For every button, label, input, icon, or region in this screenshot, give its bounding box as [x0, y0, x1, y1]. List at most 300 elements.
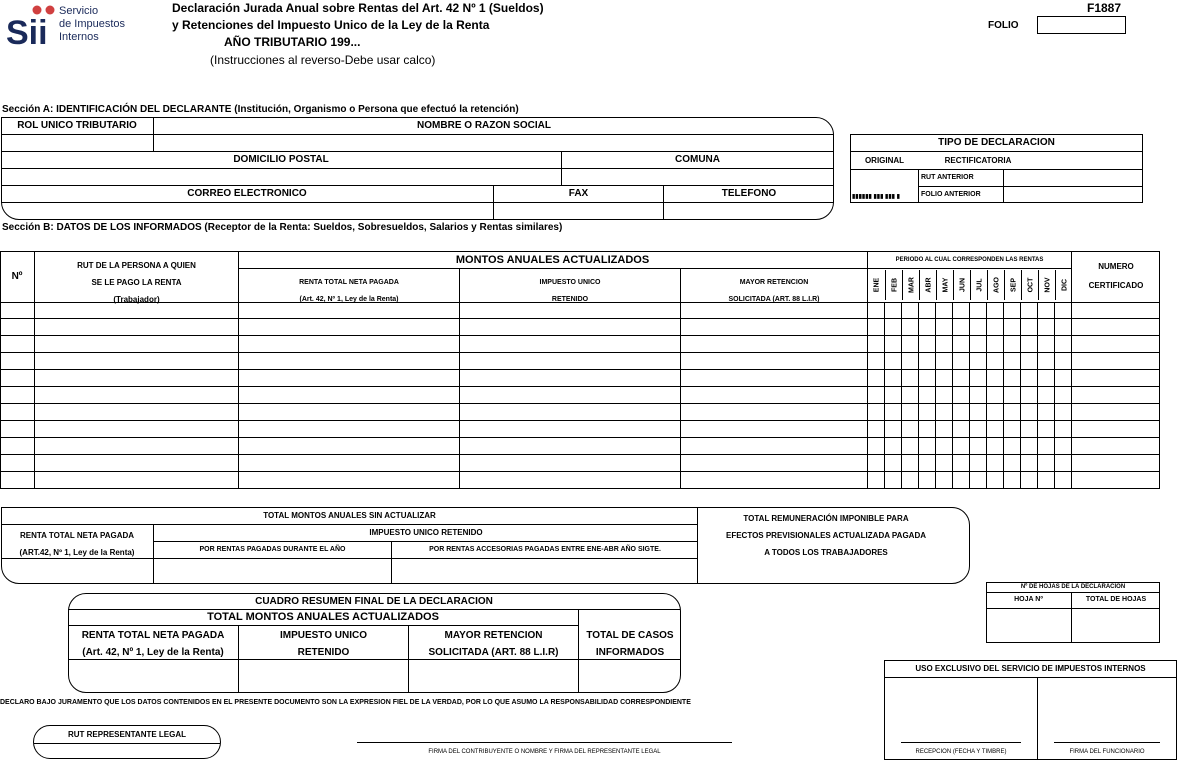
table-cell[interactable]: [935, 438, 952, 455]
table-cell[interactable]: [0, 370, 34, 387]
uso-exclusivo-title: USO EXCLUSIVO DEL SERVICIO DE IMPUESTOS INTERNOS: [915, 664, 1146, 674]
table-cell[interactable]: [935, 404, 952, 421]
rut-representante-label: RUT REPRESENTANTE LEGAL: [67, 730, 187, 740]
table-cell[interactable]: [1054, 438, 1071, 455]
month-header-dic: [1055, 270, 1073, 300]
month-label: NOV: [1044, 277, 1051, 293]
totales-remun-header: [698, 510, 954, 561]
table-cell[interactable]: [952, 472, 969, 489]
table-cell[interactable]: [935, 387, 952, 404]
month-header-ene: [868, 270, 885, 300]
resumen-mayor-header: [409, 627, 578, 661]
table-cell[interactable]: [1003, 455, 1020, 472]
table-cell[interactable]: [1071, 438, 1160, 455]
table-cell[interactable]: [901, 319, 918, 336]
table-cell[interactable]: [1020, 438, 1037, 455]
table-cell[interactable]: [918, 404, 935, 421]
table-cell[interactable]: [1020, 387, 1037, 404]
table-row[interactable]: [0, 387, 1160, 404]
col-impuesto-line-1: IMPUESTO UNICO: [539, 279, 601, 286]
month-label: FEB: [891, 278, 898, 292]
table-cell[interactable]: [34, 472, 238, 489]
table-cell[interactable]: [0, 353, 34, 370]
table-cell[interactable]: [952, 455, 969, 472]
table-cell[interactable]: [969, 438, 986, 455]
table-cell[interactable]: [0, 319, 34, 336]
table-cell[interactable]: [935, 370, 952, 387]
resumen-casos-line-2: INFORMADOS: [595, 647, 665, 658]
table-cell[interactable]: [952, 404, 969, 421]
table-cell[interactable]: [459, 438, 680, 455]
table-cell[interactable]: [952, 336, 969, 353]
table-cell[interactable]: [986, 302, 1003, 319]
table-row[interactable]: [0, 455, 1160, 472]
table-cell[interactable]: [0, 438, 34, 455]
table-cell[interactable]: [884, 319, 901, 336]
table-cell[interactable]: [459, 353, 680, 370]
resumen-casos-field[interactable]: [580, 661, 676, 689]
table-cell[interactable]: [459, 455, 680, 472]
table-row[interactable]: [0, 421, 1160, 438]
month-label: ENE: [873, 277, 880, 293]
folio-anterior-label: FOLIO ANTERIOR: [921, 191, 981, 198]
table-cell[interactable]: [680, 421, 867, 438]
rut-anterior-field[interactable]: [1004, 170, 1142, 185]
table-cell[interactable]: [952, 370, 969, 387]
month-label: ABR: [925, 277, 932, 293]
table-cell[interactable]: [238, 472, 459, 489]
month-label: AGO: [993, 277, 1000, 293]
table-row[interactable]: [0, 319, 1160, 336]
resumen-impuesto-line-1: IMPUESTO UNICO: [279, 630, 368, 641]
table-cell[interactable]: [1003, 421, 1020, 438]
table-cell[interactable]: [969, 319, 986, 336]
table-cell[interactable]: [884, 421, 901, 438]
table-cell[interactable]: [901, 472, 918, 489]
table-cell[interactable]: [1037, 319, 1054, 336]
table-cell[interactable]: [901, 421, 918, 438]
table-cell[interactable]: [1003, 404, 1020, 421]
table-cell[interactable]: [935, 455, 952, 472]
table-row[interactable]: [0, 370, 1160, 387]
month-header-jul: [970, 270, 988, 300]
hoja-n-field[interactable]: [987, 609, 1070, 642]
table-cell[interactable]: [1003, 472, 1020, 489]
table-cell[interactable]: [901, 438, 918, 455]
table-cell[interactable]: [867, 336, 884, 353]
table-cell[interactable]: [884, 370, 901, 387]
month-header-jun: [953, 270, 971, 300]
sii-logo-mark: [6, 4, 58, 46]
table-row[interactable]: [0, 404, 1160, 421]
table-cell[interactable]: [918, 421, 935, 438]
table-cell[interactable]: [935, 353, 952, 370]
totales-remun-line-2: EFECTOS PREVISIONALES ACTUALIZADA PAGADA: [725, 531, 926, 540]
table-cell[interactable]: [986, 472, 1003, 489]
table-cell[interactable]: [34, 302, 238, 319]
table-cell[interactable]: [34, 421, 238, 438]
domicilio-field[interactable]: [2, 169, 560, 184]
totales-renta-line-1: RENTA TOTAL NETA PAGADA: [19, 531, 135, 540]
table-cell[interactable]: [459, 336, 680, 353]
table-cell[interactable]: [0, 336, 34, 353]
table-cell[interactable]: [1054, 302, 1071, 319]
table-cell[interactable]: [884, 336, 901, 353]
table-cell[interactable]: [867, 472, 884, 489]
table-cell[interactable]: [1037, 438, 1054, 455]
table-cell[interactable]: [34, 438, 238, 455]
table-cell[interactable]: [884, 387, 901, 404]
month-header-sep: [1004, 270, 1022, 300]
table-cell[interactable]: [918, 336, 935, 353]
table-cell[interactable]: [1054, 353, 1071, 370]
table-cell[interactable]: [34, 455, 238, 472]
col-numero-line-1: NUMERO: [1098, 262, 1134, 271]
table-cell[interactable]: [459, 387, 680, 404]
table-cell[interactable]: [1071, 370, 1160, 387]
table-cell[interactable]: [901, 387, 918, 404]
table-cell[interactable]: [952, 438, 969, 455]
table-cell[interactable]: [238, 370, 459, 387]
table-cell[interactable]: [34, 404, 238, 421]
resumen-casos-header: [579, 627, 681, 661]
month-header-mar: [902, 270, 920, 300]
periodo-title: PERIODO AL CUAL CORRESPONDEN LAS RENTAS: [895, 256, 1044, 263]
month-header-feb: [885, 270, 903, 300]
table-cell[interactable]: [34, 387, 238, 404]
table-cell[interactable]: [901, 353, 918, 370]
resumen-renta-line-1: RENTA TOTAL NETA PAGADA: [81, 630, 225, 641]
table-cell[interactable]: [969, 472, 986, 489]
table-cell[interactable]: [884, 455, 901, 472]
table-cell[interactable]: [680, 370, 867, 387]
table-row[interactable]: [0, 438, 1160, 455]
table-cell[interactable]: [680, 336, 867, 353]
col-impuesto-line-2: RETENIDO: [551, 296, 589, 303]
table-row[interactable]: [0, 353, 1160, 370]
table-cell[interactable]: [238, 336, 459, 353]
table-cell[interactable]: [34, 370, 238, 387]
comuna-field[interactable]: [563, 169, 832, 184]
table-cell[interactable]: [986, 387, 1003, 404]
table-cell[interactable]: [680, 353, 867, 370]
firma-funcionario-label: FIRMA DEL FUNCIONARIO: [1069, 748, 1145, 755]
cuadro-resumen-title: CUADRO RESUMEN FINAL DE LA DECLARACION: [255, 595, 493, 607]
table-cell[interactable]: [918, 370, 935, 387]
logo-line-1: Servicio: [59, 5, 99, 17]
correo-field[interactable]: [2, 203, 492, 218]
table-cell[interactable]: [901, 404, 918, 421]
table-cell[interactable]: [918, 438, 935, 455]
table-cell[interactable]: [969, 404, 986, 421]
table-cell[interactable]: [1071, 353, 1160, 370]
resumen-mayor-field[interactable]: [410, 661, 576, 691]
table-cell[interactable]: [901, 370, 918, 387]
table-cell[interactable]: [34, 336, 238, 353]
table-cell[interactable]: [680, 319, 867, 336]
table-cell[interactable]: [969, 336, 986, 353]
table-row[interactable]: [0, 336, 1160, 353]
table-cell[interactable]: [1037, 387, 1054, 404]
table-cell[interactable]: [34, 353, 238, 370]
table-cell[interactable]: [1003, 336, 1020, 353]
table-cell[interactable]: [1020, 319, 1037, 336]
original-label: ORIGINAL: [864, 155, 905, 165]
folio-field[interactable]: [1037, 16, 1126, 34]
table-cell[interactable]: [0, 421, 34, 438]
table-cell[interactable]: [459, 370, 680, 387]
table-cell[interactable]: [1054, 421, 1071, 438]
table-cell[interactable]: [1071, 472, 1160, 489]
table-cell[interactable]: [1054, 455, 1071, 472]
sii-logo: [6, 4, 136, 48]
table-cell[interactable]: [884, 353, 901, 370]
month-label: JUN: [959, 277, 966, 293]
logo-mark-text: Sii: [6, 14, 48, 46]
table-cell[interactable]: [918, 353, 935, 370]
folio-anterior-field[interactable]: [1004, 187, 1142, 202]
totales-renta-line-2: (ART.42, Nº 1, Ley de la Renta): [19, 548, 135, 557]
table-cell[interactable]: [969, 302, 986, 319]
table-cell[interactable]: [1071, 404, 1160, 421]
table-cell[interactable]: [0, 404, 34, 421]
table-cell[interactable]: [238, 455, 459, 472]
table-cell[interactable]: [0, 472, 34, 489]
table-cell[interactable]: [935, 319, 952, 336]
col-rut-line-1: RUT DE LA PERSONA A QUIEN: [77, 261, 196, 270]
table-cell[interactable]: [1037, 472, 1054, 489]
totales-renta-header: [1, 527, 153, 561]
rut-label: ROL UNICO TRIBUTARIO: [17, 120, 137, 132]
totales-renta-field[interactable]: [2, 559, 152, 581]
table-cell[interactable]: [884, 438, 901, 455]
table-cell[interactable]: [680, 455, 867, 472]
firma-line: [357, 742, 732, 743]
month-label: OCT: [1027, 277, 1034, 293]
table-cell[interactable]: [867, 455, 884, 472]
table-cell[interactable]: [1071, 302, 1160, 319]
table-cell[interactable]: [935, 336, 952, 353]
table-cell[interactable]: [867, 370, 884, 387]
fax-field[interactable]: [495, 203, 662, 218]
table-cell[interactable]: [1054, 336, 1071, 353]
table-cell[interactable]: [1071, 336, 1160, 353]
table-cell[interactable]: [884, 302, 901, 319]
table-cell[interactable]: [952, 353, 969, 370]
table-cell[interactable]: [1003, 438, 1020, 455]
table-cell[interactable]: [935, 472, 952, 489]
table-cell[interactable]: [1020, 404, 1037, 421]
table-cell[interactable]: [952, 319, 969, 336]
hoja-n-label: HOJA Nº: [1014, 596, 1043, 604]
table-cell[interactable]: [1037, 353, 1054, 370]
form-title-line-2: y Retenciones del Impuesto Unico de la Ley de la Renta: [172, 18, 490, 32]
folio-label: FOLIO: [988, 20, 1019, 31]
table-cell[interactable]: [1054, 472, 1071, 489]
table-cell[interactable]: [459, 404, 680, 421]
form-instructions: (Instrucciones al reverso-Debe usar calco): [210, 53, 436, 67]
table-cell[interactable]: [867, 353, 884, 370]
resumen-renta-field[interactable]: [72, 661, 236, 689]
totales-impuesto-anio-field[interactable]: [155, 559, 390, 581]
table-cell[interactable]: [1054, 404, 1071, 421]
table-cell[interactable]: [867, 387, 884, 404]
totales-por-rentas-accesorias: POR RENTAS ACCESORIAS PAGADAS ENTRE ENE-ABR AÑO SIGTE.: [429, 545, 661, 553]
table-cell[interactable]: [680, 404, 867, 421]
table-row[interactable]: [0, 472, 1160, 489]
total-hojas-field[interactable]: [1072, 609, 1159, 642]
table-cell[interactable]: [1003, 319, 1020, 336]
recepcion-label: RECEPCION (FECHA Y TIMBRE): [915, 748, 1007, 755]
resumen-impuesto-field[interactable]: [240, 661, 406, 691]
table-cell[interactable]: [986, 438, 1003, 455]
table-cell[interactable]: [901, 302, 918, 319]
total-hojas-label: TOTAL DE HOJAS: [1085, 596, 1147, 604]
table-cell[interactable]: [986, 353, 1003, 370]
table-cell[interactable]: [986, 319, 1003, 336]
table-cell[interactable]: [986, 404, 1003, 421]
table-row[interactable]: [0, 302, 1160, 319]
table-cell[interactable]: [0, 455, 34, 472]
correo-label: CORREO ELECTRONICO: [187, 188, 307, 200]
table-cell[interactable]: [969, 455, 986, 472]
table-cell[interactable]: [1020, 472, 1037, 489]
table-cell[interactable]: [238, 438, 459, 455]
table-cell[interactable]: [867, 319, 884, 336]
totales-por-rentas-anio: POR RENTAS PAGADAS DURANTE EL AÑO: [199, 545, 346, 553]
table-cell[interactable]: [918, 472, 935, 489]
rectificatoria-label: RECTIFICATORIA: [944, 155, 1012, 165]
table-cell[interactable]: [969, 370, 986, 387]
totales-impuesto-title: IMPUESTO UNICO RETENIDO: [369, 528, 483, 538]
table-cell[interactable]: [1071, 421, 1160, 438]
table-cell[interactable]: [238, 404, 459, 421]
nombre-field[interactable]: [155, 135, 831, 150]
table-cell[interactable]: [901, 455, 918, 472]
table-cell[interactable]: [1020, 353, 1037, 370]
table-cell[interactable]: [1020, 302, 1037, 319]
table-cell[interactable]: [1020, 336, 1037, 353]
table-cell[interactable]: [901, 336, 918, 353]
table-cell[interactable]: [1071, 387, 1160, 404]
table-cell[interactable]: [238, 302, 459, 319]
table-cell[interactable]: [935, 302, 952, 319]
table-cell[interactable]: [1020, 421, 1037, 438]
month-label: SEP: [1010, 277, 1017, 293]
totales-remun-line-1: TOTAL REMUNERACIÓN IMPONIBLE PARA: [743, 514, 909, 523]
table-cell[interactable]: [1003, 370, 1020, 387]
logo-line-3: Internos: [59, 31, 99, 43]
firma-contribuyente-label: FIRMA DEL CONTRIBUYENTE O NOMBRE Y FIRMA DEL REPRESENTANTE LEGAL: [428, 748, 661, 755]
resumen-mayor-line-2: SOLICITADA (ART. 88 L.I.R): [428, 647, 559, 658]
resumen-casos-line-1: TOTAL DE CASOS: [586, 630, 674, 641]
table-cell[interactable]: [867, 421, 884, 438]
table-cell[interactable]: [986, 370, 1003, 387]
resumen-renta-line-2: (Art. 42, Nº 1, Ley de la Renta): [82, 647, 224, 658]
table-cell[interactable]: [1037, 421, 1054, 438]
table-cell[interactable]: [680, 438, 867, 455]
table-cell[interactable]: [1037, 336, 1054, 353]
months-header: [868, 270, 1072, 302]
table-cell[interactable]: [1054, 370, 1071, 387]
table-cell[interactable]: [884, 472, 901, 489]
table-cell[interactable]: [1071, 319, 1160, 336]
table-cell[interactable]: [867, 438, 884, 455]
table-cell[interactable]: [952, 421, 969, 438]
table-cell[interactable]: [969, 353, 986, 370]
table-cell[interactable]: [238, 387, 459, 404]
table-cell[interactable]: [0, 387, 34, 404]
table-cell[interactable]: [918, 319, 935, 336]
table-cell[interactable]: [867, 302, 884, 319]
table-cell[interactable]: [1037, 370, 1054, 387]
table-cell[interactable]: [0, 302, 34, 319]
table-cell[interactable]: [680, 472, 867, 489]
form-title-line-3: AÑO TRIBUTARIO 199...: [224, 35, 361, 49]
table-cell[interactable]: [918, 387, 935, 404]
section-b-title: Sección B: DATOS DE LOS INFORMADOS (Receptor de la Renta: Sueldos, Sobresueldos, Salarios y Rentas similares): [2, 222, 563, 233]
table-cell[interactable]: [1054, 319, 1071, 336]
totales-remun-line-3: A TODOS LOS TRABAJADORES: [764, 548, 888, 557]
table-cell[interactable]: [935, 421, 952, 438]
table-cell[interactable]: [986, 336, 1003, 353]
table-cell[interactable]: [969, 387, 986, 404]
table-cell[interactable]: [969, 421, 986, 438]
table-cell[interactable]: [918, 455, 935, 472]
table-cell[interactable]: [1020, 455, 1037, 472]
table-cell[interactable]: [680, 302, 867, 319]
table-cell[interactable]: [986, 455, 1003, 472]
table-cell[interactable]: [952, 387, 969, 404]
table-cell[interactable]: [1037, 455, 1054, 472]
table-cell[interactable]: [680, 387, 867, 404]
totales-remun-field[interactable]: [699, 559, 949, 581]
table-cell[interactable]: [34, 319, 238, 336]
totales-title: TOTAL MONTOS ANUALES SIN ACTUALIZAR: [263, 511, 436, 521]
table-cell[interactable]: [1071, 455, 1160, 472]
form-code: F1887: [1087, 1, 1122, 15]
table-cell[interactable]: [1037, 302, 1054, 319]
table-cell[interactable]: [1003, 387, 1020, 404]
table-cell[interactable]: [459, 302, 680, 319]
col-mayor-line-1: MAYOR RETENCION: [739, 279, 809, 286]
table-cell[interactable]: [459, 319, 680, 336]
table-cell[interactable]: [459, 472, 680, 489]
telefono-field[interactable]: [665, 203, 815, 218]
table-cell[interactable]: [1037, 404, 1054, 421]
table-cell[interactable]: [1020, 370, 1037, 387]
table-cell[interactable]: [1003, 353, 1020, 370]
rut-anterior-label: RUT ANTERIOR: [921, 174, 974, 181]
table-cell[interactable]: [238, 353, 459, 370]
comuna-label: COMUNA: [675, 154, 720, 166]
table-cell[interactable]: [238, 319, 459, 336]
table-cell[interactable]: [986, 421, 1003, 438]
table-cell[interactable]: [238, 421, 459, 438]
table-cell[interactable]: [867, 404, 884, 421]
table-cell[interactable]: [884, 404, 901, 421]
table-cell[interactable]: [1003, 302, 1020, 319]
table-cell[interactable]: [1054, 387, 1071, 404]
col-rut-header: [35, 257, 238, 308]
totales-impuesto-accesorias-field[interactable]: [393, 559, 696, 581]
domicilio-label: DOMICILIO POSTAL: [233, 154, 329, 166]
table-cell[interactable]: [459, 421, 680, 438]
rut-field[interactable]: [2, 135, 152, 150]
table-cell[interactable]: [952, 302, 969, 319]
table-cell[interactable]: [918, 302, 935, 319]
month-header-oct: [1021, 270, 1039, 300]
